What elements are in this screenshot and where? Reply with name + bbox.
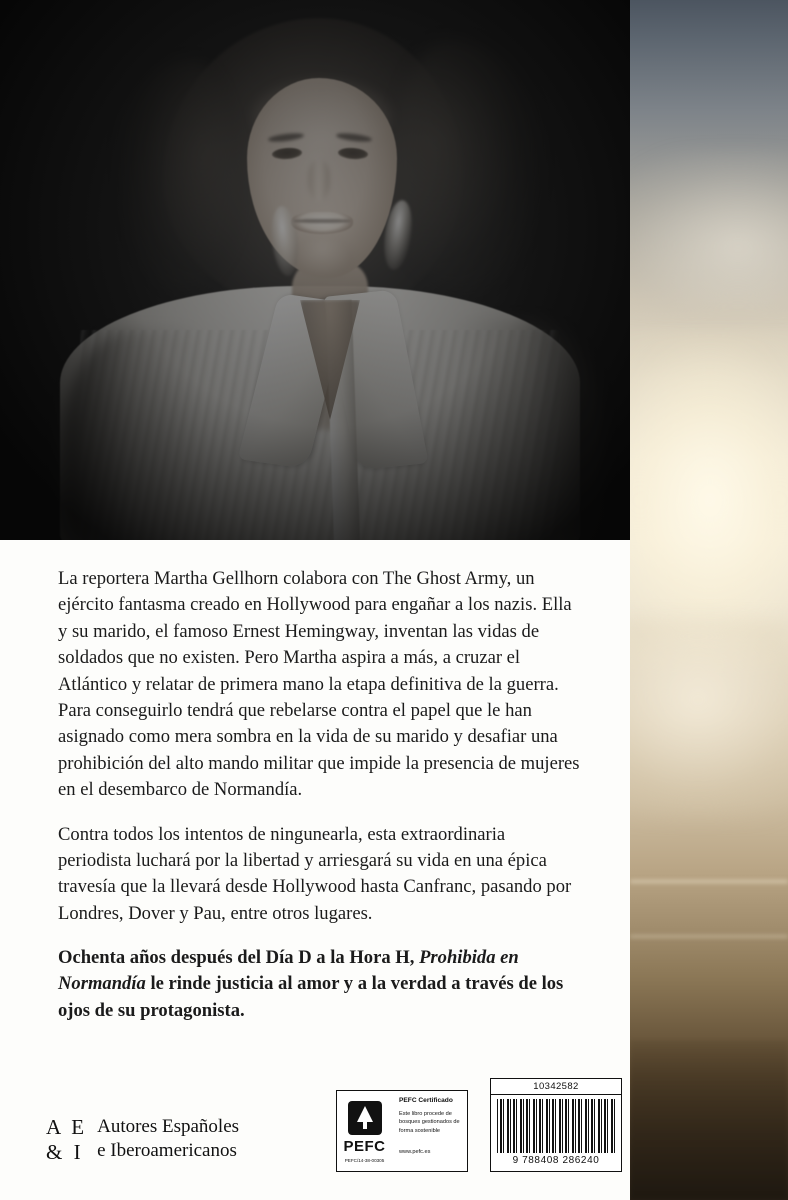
isbn-barcode-block bbox=[490, 1078, 622, 1172]
author-portrait-photo bbox=[0, 0, 630, 540]
publisher-logo-mark bbox=[46, 1115, 87, 1166]
edge-landscape bbox=[630, 1040, 788, 1200]
blurb-paragraph-1: La reportera Martha Gellhorn colabora con The Ghost Army, un ejército fantasma creado en Hollywood para engañar a los nazis. Ella y su marido, el famoso Ernest Hemingway, inventan las vidas de soldados que no existen. Pero Martha aspira a más, a cruzar el Atlántico y relatar de primera mano la etapa definitiva de la guerra. Para conseguirlo tendrá que rebelarse contra el papel que le han asignado como mera sombra en la vida de su marido y desafiar una prohibición del alto mando militar que impide la presencia de mujeres en el desembarco de Normandía. bbox=[58, 568, 580, 801]
tree-icon bbox=[348, 1101, 382, 1135]
pefc-certification-badge bbox=[336, 1090, 468, 1172]
pefc-info bbox=[393, 1091, 467, 1171]
blurb bbox=[58, 566, 582, 1024]
blurb-closing-lead: Ochenta años después del Día D a la Hora H, bbox=[58, 947, 420, 969]
publisher-logo-mark-line2: & I bbox=[46, 1140, 84, 1165]
edge-light-streak-1 bbox=[630, 880, 788, 883]
publisher-name-line1: Autores Españoles bbox=[97, 1115, 240, 1137]
edge-cloud-upper bbox=[630, 150, 788, 310]
edge-cloud-lower bbox=[630, 620, 788, 820]
portrait-vignette bbox=[0, 0, 630, 540]
back-cover-footer bbox=[0, 1050, 630, 1200]
barcode-icon bbox=[497, 1099, 615, 1153]
blurb-closing-tail: le rinde justicia al amor y a la verdad a través de los ojos de su protagonista. bbox=[58, 973, 564, 1021]
pefc-url: www.pefc.es bbox=[399, 1149, 431, 1156]
pefc-logo bbox=[337, 1091, 393, 1171]
back-cover-text-block bbox=[0, 540, 630, 1200]
book-title-italic: Prohibida en Normandía bbox=[58, 947, 519, 995]
blurb-paragraph-3 bbox=[58, 945, 582, 1024]
publisher-logo-mark-line1: A E bbox=[46, 1114, 88, 1139]
publisher-name bbox=[97, 1115, 239, 1163]
cover-edge-image-strip bbox=[630, 0, 788, 1200]
publisher-name-line2: e Iberoamericanos bbox=[97, 1139, 237, 1161]
pefc-code: PEFC/14-38-00305 bbox=[344, 1157, 385, 1163]
isbn-internal-code: 10342582 bbox=[491, 1079, 621, 1095]
blurb-paragraph-2: Contra todos los intentos de ningunearla, esta extraordinaria periodista luchará por la libertad y arriesgará su vida en una épica travesía que la llevará desde Hollywood hasta Canfranc, pasando por Londres, Dover y Pau, entre otros lugares. bbox=[58, 823, 572, 924]
edge-light-streak-2 bbox=[630, 935, 788, 938]
publisher-logo bbox=[46, 1115, 239, 1166]
isbn-number: 9 788408 286240 bbox=[512, 1155, 600, 1166]
pefc-wordmark: PEFC bbox=[343, 1137, 386, 1155]
pefc-title: PEFC Certificado bbox=[399, 1097, 453, 1104]
pefc-description: Este libro procede de bosques gestionados de forma sostenible bbox=[399, 1111, 460, 1134]
edge-sun-glow bbox=[630, 330, 788, 670]
